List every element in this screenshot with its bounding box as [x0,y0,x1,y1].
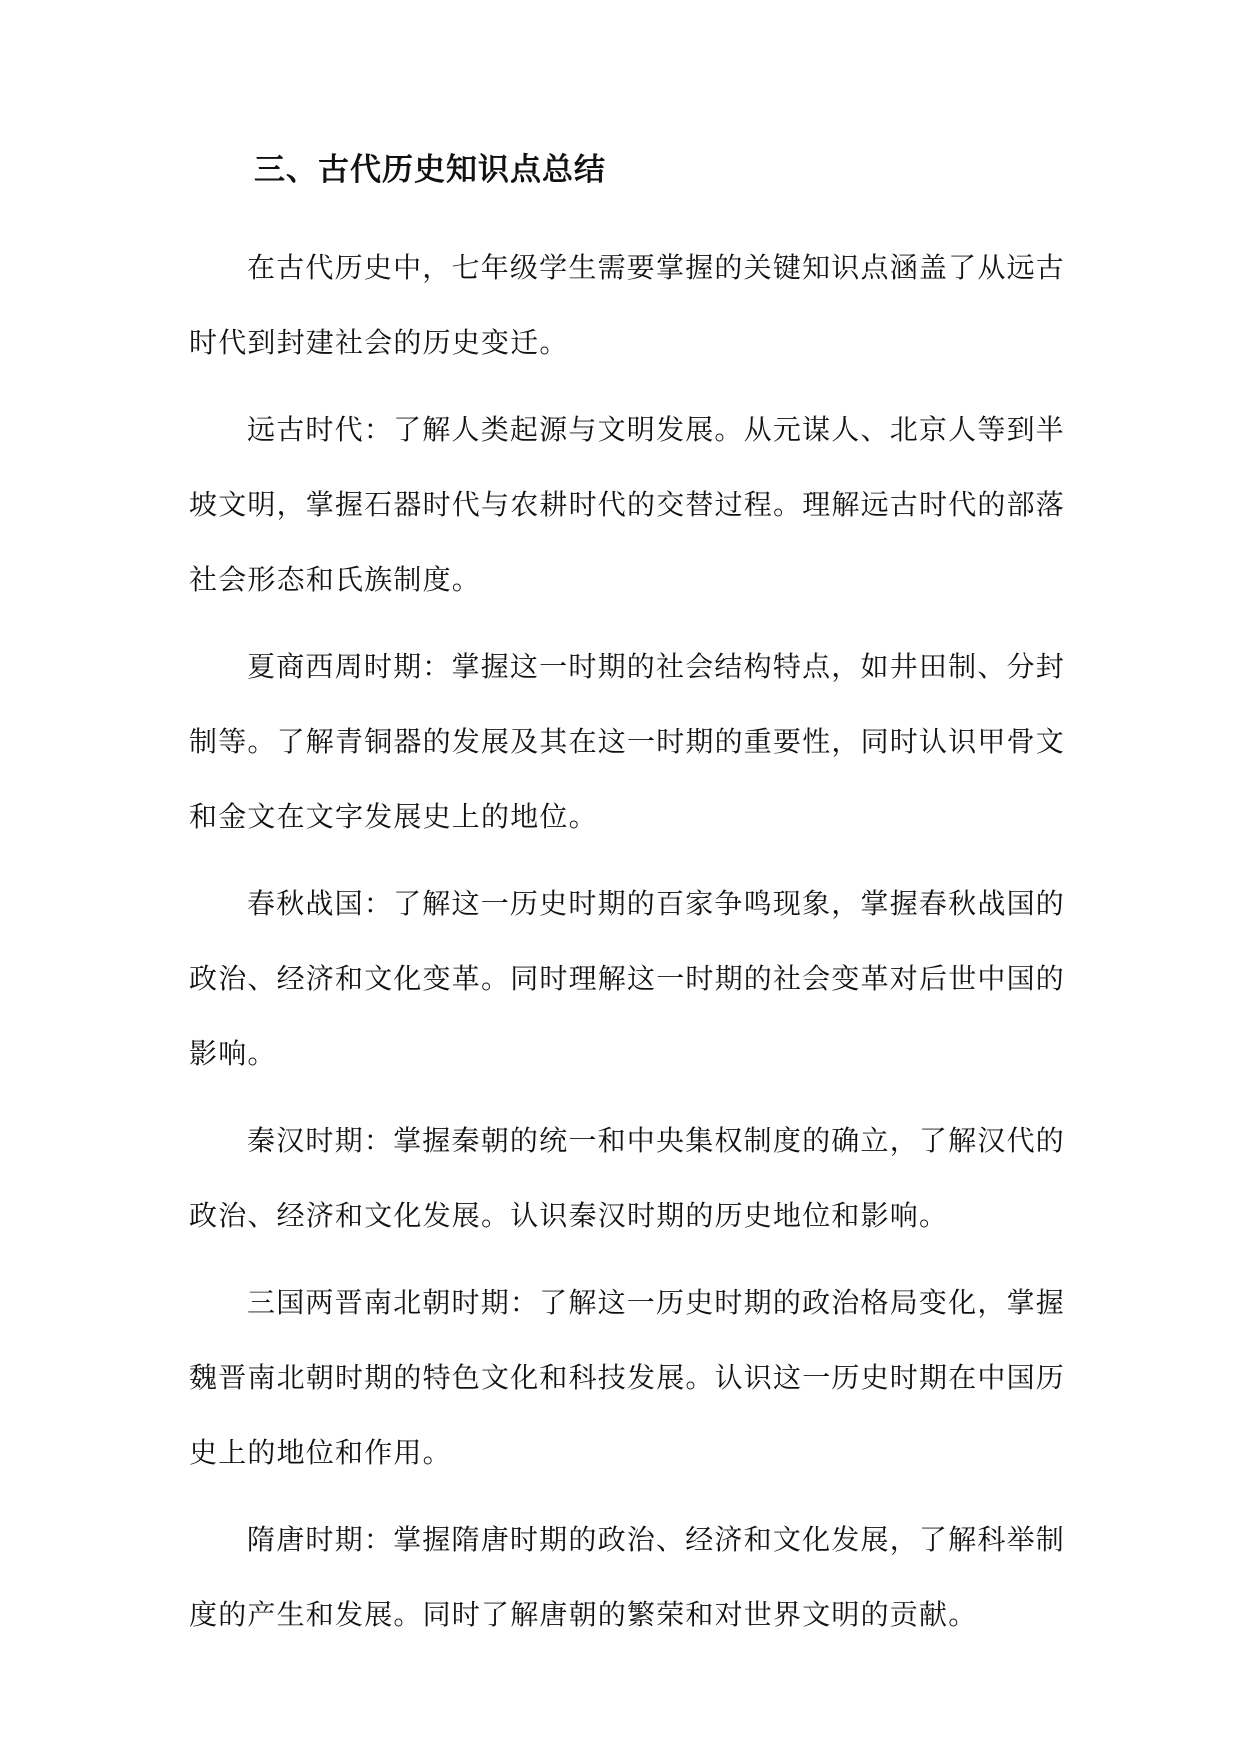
paragraph-qin-han: 秦汉时期：掌握秦朝的统一和中央集权制度的确立，了解汉代的政治、经济和文化发展。认识秦汉时期的历史地位和影响。 [189,1124,1065,1232]
paragraph-ancient-era: 远古时代：了解人类起源与文明发展。从元谋人、北京人等到半坡文明，掌握石器时代与农耕时代的交替过程。理解远古时代的部落社会形态和氏族制度。 [189,413,1066,596]
intro-paragraph: 在古代历史中，七年级学生需要掌握的关键知识点涵盖了从远古时代到封建社会的历史变迁。 [189,251,1065,359]
section-heading: 三、古代历史知识点总结 [254,152,606,188]
paragraph-spring-autumn-warring-states: 春秋战国：了解这一历史时期的百家争鸣现象，掌握春秋战国的政治、经济和文化变革。同时理解这一时期的社会变革对后世中国的影响。 [189,887,1066,1070]
paragraph-sui-tang: 隋唐时期：掌握隋唐时期的政治、经济和文化发展，了解科举制度的产生和发展。同时了解唐朝的繁荣和对世界文明的贡献。 [189,1523,1065,1631]
paragraph-xia-shang-zhou: 夏商西周时期：掌握这一时期的社会结构特点，如井田制、分封制等。了解青铜器的发展及其在这一时期的重要性，同时认识甲骨文和金文在文字发展史上的地位。 [189,650,1066,833]
document-body [189,230,1065,1664]
paragraph-three-kingdoms-jin-southern-northern: 三国两晋南北朝时期：了解这一历史时期的政治格局变化，掌握魏晋南北朝时期的特色文化和科技发展。认识这一历史时期在中国历史上的地位和作用。 [189,1286,1066,1469]
